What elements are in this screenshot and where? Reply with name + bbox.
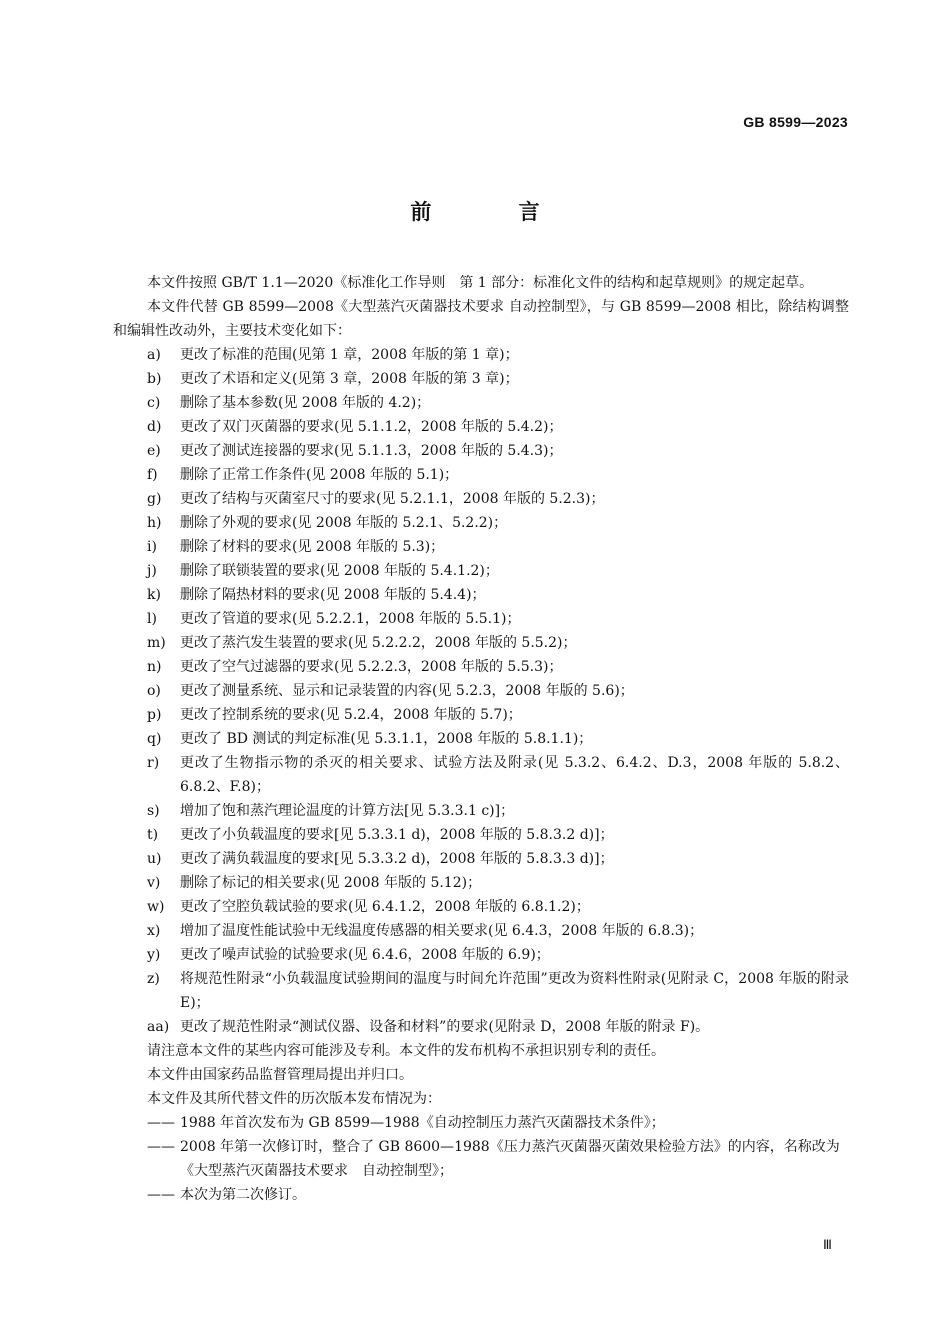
list-item-text: 删除了正常工作条件(见 2008 年版的 5.1)； — [180, 467, 459, 483]
list-item — [113, 823, 849, 847]
history-item — [113, 1183, 849, 1207]
intro-paragraph: 本文件按照 GB/T 1.1—2020《标准化工作导则 第 1 部分：标准化文件的结构和起草规则》的规定起草。 — [147, 275, 814, 291]
list-item-marker: a) — [147, 347, 161, 363]
history-item-text: 2008 年第一次修订时，整合了 GB 8600—1988《压力蒸汽灭菌器灭菌效果检验方法》的内容，名称改为《大型蒸汽灭菌器技术要求 自动控制型》； — [180, 1139, 840, 1179]
list-item — [113, 535, 849, 559]
list-item-text: 更改了结构与灭菌室尺寸的要求(见 5.2.1.1，2008 年版的 5.2.3)； — [180, 491, 605, 507]
list-item-marker: r) — [147, 755, 160, 771]
list-item-marker: i) — [147, 539, 157, 555]
list-item-marker: c) — [147, 395, 161, 411]
history-item — [113, 1111, 849, 1135]
list-item — [113, 607, 849, 631]
document-number: GB 8599—2023 — [743, 114, 848, 130]
list-item-marker: e) — [147, 443, 161, 459]
history-item-text: 本次为第二次修订。 — [180, 1187, 306, 1203]
list-item-marker: s) — [147, 803, 160, 819]
list-item — [113, 559, 849, 583]
list-item — [113, 1015, 849, 1039]
list-item-marker: j) — [147, 563, 157, 579]
list-item-marker: h) — [147, 515, 162, 531]
history-item-dash: —— — [147, 1139, 175, 1155]
note-paragraph: 本文件由国家药品监督管理局提出并归口。 — [147, 1067, 413, 1083]
list-item — [113, 919, 849, 943]
list-item-text: 增加了温度性能试验中无线温度传感器的相关要求(见 6.4.3，2008 年版的 6.8.3)； — [180, 923, 704, 939]
list-item-text: 更改了噪声试验的试验要求(见 6.4.6，2008 年版的 6.9)； — [180, 947, 550, 963]
list-item — [113, 631, 849, 655]
list-item-marker: l) — [147, 611, 157, 627]
list-item — [113, 679, 849, 703]
list-item — [113, 703, 849, 727]
list-item-marker: q) — [147, 731, 162, 747]
list-item-text: 更改了 BD 测试的判定标准(见 5.3.1.1，2008 年版的 5.8.1.1)； — [180, 731, 593, 747]
list-item-text: 更改了双门灭菌器的要求(见 5.1.1.2，2008 年版的 5.4.2)； — [180, 419, 563, 435]
list-item-text: 更改了满负载温度的要求[见 5.3.3.2 d)，2008 年版的 5.8.3.3 d)]； — [180, 851, 614, 867]
list-item-marker: f) — [147, 467, 158, 483]
list-item-marker: aa) — [147, 1019, 170, 1035]
history-item-dash: —— — [147, 1115, 175, 1131]
list-item-marker: b) — [147, 371, 162, 387]
list-item-text: 更改了空腔负载试验的要求(见 6.4.1.2，2008 年版的 6.8.1.2)； — [180, 899, 590, 915]
list-item-text: 删除了基本参数(见 2008 年版的 4.2)； — [180, 395, 431, 411]
note-paragraph: 本文件及其所代替文件的历次版本发布情况为： — [147, 1091, 441, 1107]
list-item-text: 删除了隔热材料的要求(见 2008 年版的 5.4.4)； — [180, 587, 486, 603]
list-item-text: 增加了饱和蒸汽理论温度的计算方法[见 5.3.3.1 c)]； — [180, 803, 515, 819]
list-item-text: 更改了蒸汽发生装置的要求(见 5.2.2.2，2008 年版的 5.5.2)； — [180, 635, 577, 651]
list-item-text: 更改了测量系统、显示和记录装置的内容(见 5.2.3，2008 年版的 5.6)； — [180, 683, 634, 699]
list-item — [113, 367, 849, 391]
list-item-text: 更改了生物指示物的杀灭的相关要求、试验方法及附录(见 5.3.2、6.4.2、D.3，2008 年版的 5.8.2、6.8.2、F.8)； — [180, 755, 849, 795]
list-item-text: 更改了术语和定义(见第 3 章，2008 年版的第 3 章)； — [180, 371, 519, 387]
list-item — [113, 967, 849, 1015]
history-item-text: 1988 年首次发布为 GB 8599—1988《自动控制压力蒸汽灭菌器技术条件》； — [180, 1115, 665, 1131]
changes-list — [113, 343, 849, 1039]
list-item-marker: m) — [147, 635, 166, 651]
list-item — [113, 727, 849, 751]
list-item-marker: u) — [147, 851, 162, 867]
list-item-marker: t) — [147, 827, 159, 843]
list-item-text: 更改了空气过滤器的要求(见 5.2.2.3，2008 年版的 5.5.3)； — [180, 659, 563, 675]
list-item-text: 删除了标记的相关要求(见 2008 年版的 5.12)； — [180, 875, 482, 891]
list-item — [113, 391, 849, 415]
list-item — [113, 943, 849, 967]
list-item — [113, 463, 849, 487]
list-item-marker: o) — [147, 683, 161, 699]
intro-paragraph: 本文件代替 GB 8599—2008《大型蒸汽灭菌器技术要求 自动控制型》，与 GB 8599—2008 相比，除结构调整和编辑性改动外，主要技术变化如下： — [113, 299, 849, 339]
list-item-marker: z) — [147, 971, 160, 987]
list-item-text: 更改了标准的范围(见第 1 章，2008 年版的第 1 章)； — [180, 347, 519, 363]
document-body — [113, 271, 849, 1207]
list-item — [113, 583, 849, 607]
list-item-text: 删除了外观的要求(见 2008 年版的 5.2.1、5.2.2)； — [180, 515, 508, 531]
list-item-marker: p) — [147, 707, 162, 723]
list-item-marker: d) — [147, 419, 162, 435]
list-item — [113, 343, 849, 367]
list-item-marker: x) — [147, 923, 161, 939]
list-item — [113, 511, 849, 535]
history-list — [113, 1111, 849, 1207]
list-item — [113, 847, 849, 871]
list-item — [113, 751, 849, 799]
list-item-marker: k) — [147, 587, 161, 603]
list-item-text: 更改了测试连接器的要求(见 5.1.1.3，2008 年版的 5.4.3)； — [180, 443, 563, 459]
list-item — [113, 487, 849, 511]
list-item-marker: n) — [147, 659, 162, 675]
list-item — [113, 895, 849, 919]
list-item — [113, 799, 849, 823]
page-number: Ⅲ — [823, 1237, 832, 1252]
list-item-text: 更改了管道的要求(见 5.2.2.1，2008 年版的 5.5.1)； — [180, 611, 521, 627]
note-paragraph: 请注意本文件的某些内容可能涉及专利。本文件的发布机构不承担识别专利的责任。 — [147, 1043, 665, 1059]
list-item — [113, 871, 849, 895]
list-item-text: 将规范性附录“小负载温度试验期间的温度与时间允许范围”更改为资料性附录(见附录 C，2008 年版的附录 E)； — [180, 971, 849, 1011]
list-item-text: 更改了小负载温度的要求[见 5.3.3.1 d)，2008 年版的 5.8.3.2 d)]； — [180, 827, 614, 843]
list-item — [113, 415, 849, 439]
list-item-marker: g) — [147, 491, 162, 507]
list-item — [113, 439, 849, 463]
history-item-dash: —— — [147, 1187, 175, 1203]
list-item-marker: v) — [147, 875, 161, 891]
list-item-marker: y) — [147, 947, 161, 963]
list-item — [113, 655, 849, 679]
history-item — [113, 1135, 849, 1183]
list-item-text: 删除了联锁装置的要求(见 2008 年版的 5.4.1.2)； — [180, 563, 499, 579]
list-item-text: 更改了控制系统的要求(见 5.2.4，2008 年版的 5.7)； — [180, 707, 522, 723]
list-item-text: 删除了材料的要求(见 2008 年版的 5.3)； — [180, 539, 445, 555]
page-title: 前 言 — [410, 200, 580, 224]
list-item-marker: w) — [147, 899, 165, 915]
list-item-text: 更改了规范性附录“测试仪器、设备和材料”的要求(见附录 D，2008 年版的附录 F)。 — [180, 1019, 710, 1035]
